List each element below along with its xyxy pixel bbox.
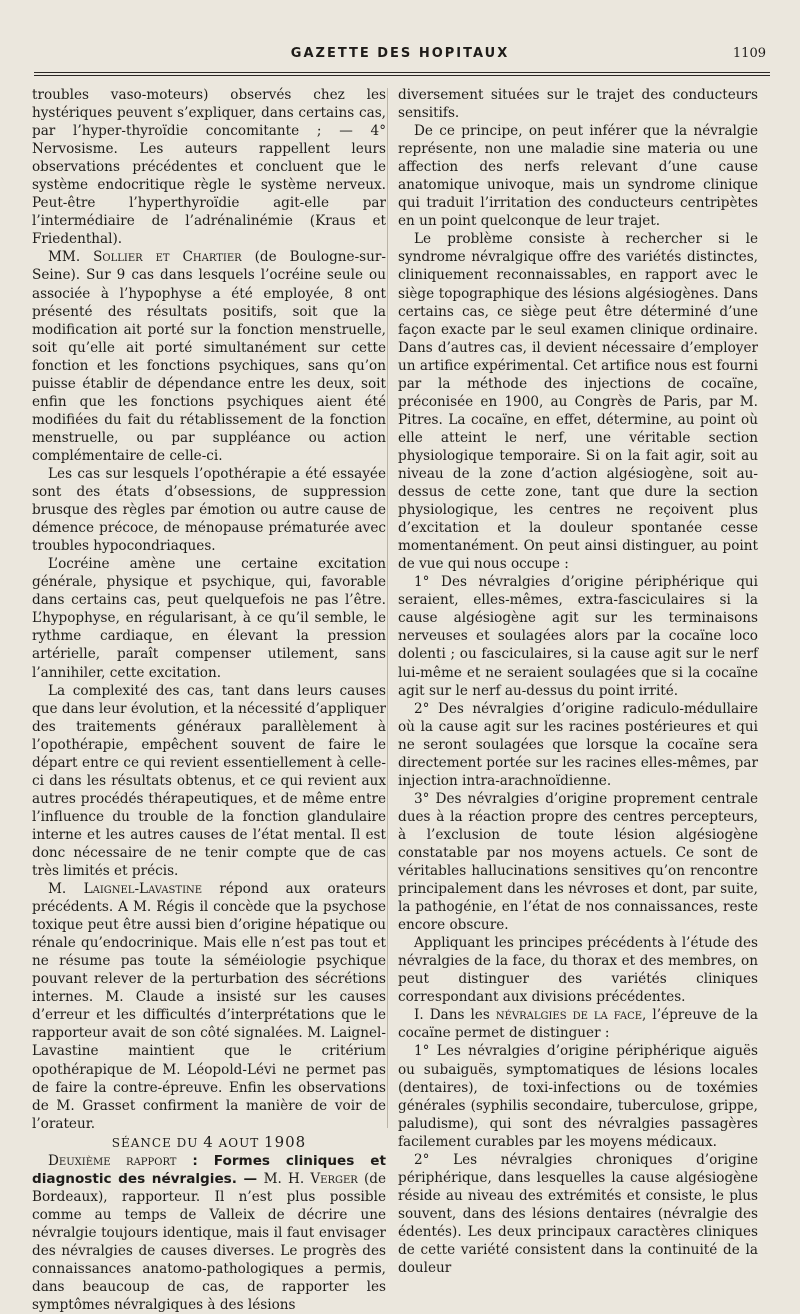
paragraph: troubles vaso-moteurs) observés chez les hystériques peuvent s’expliquer, dans certains cas, par l’hyper-thyroïdie concomitante ; — 4° Nervosisme. Les auteurs rappellent leurs observations précédentes et concluent que le système endocritique règle le système nerveux. Peut-être l’hyperthyroïdie agit-elle par l’intermédiaire de l’adrénalinémie (Kraus et Friedenthal). xyxy=(32,87,386,248)
paragraph: Les cas sur lesquels l’opothérapie a été essayée sont des états d’obsessions, de suppression brusque des règles par émotion ou autre cause de démence précoce, de ménopause prématurée avec troubles hypocondriaques. xyxy=(32,465,386,555)
paragraph: 1° Des névralgies d’origine périphérique qui seraient, elles-mêmes, extra-fasciculaires si la cause algésiogène agit sur les terminaisons nerveuses et soulagées alors par la cocaïne loco dolenti ; ou fasciculaires, si la cause agit sur le nerf lui-même et ne seraient soulagées que si la cocaïne agit sur le nerf au-dessus du point irrité. xyxy=(398,574,758,699)
paragraph: Le problème consiste à rechercher si le syndrome névralgique offre des variétés distinctes, cliniquement reconnaissables, en rapport avec le siège topographique des lésions algésiogènes. Dans certains cas, ce siège peut être déterminé d’une façon exacte par le seul examen clinique ordinaire. Dans d’autres cas, il devient nécessaire d’employer un artifice expérimental. Cet artifice nous est fourni par la méthode des injections de cocaïne, préconisée en 1900, au Congrès de Paris, par M. Pitres. La cocaïne, en effet, détermine, au point où elle atteint le nerf, une véritable section physiologique temporaire. Si on la fait agir, soit au niveau de la zone d’action algésiogène, soit au-dessus de cette zone, tant que dure la section physiologique, les centres ne reçoivent plus d’excitation et la douleur spontanée cesse momentanément. On peut ainsi distinguer, au point de vue qui nous occupe : xyxy=(398,231,758,573)
paragraph: La complexité des cas, tant dans leurs causes que dans leur évolution, et la nécessité d’appliquer des traitements généraux parallèlement à l’opothérapie, empêchent souvent de faire le départ entre ce qui revient essentiellement à celle-ci dans les résultats obtenus, et ce qui revient aux autres procédés thérapeutiques, et de même entre l’influence du trouble de la fonction glandulaire interne et les autres causes de l’état mental. Il est donc nécessaire de ne tenir compte que de cas très limités et précis. xyxy=(32,682,386,880)
section-term: névralgies de la face xyxy=(495,1007,643,1024)
right-column xyxy=(398,86,758,1277)
left-column xyxy=(32,86,386,1314)
paragraph: 2° Les névralgies chroniques d’origine périphérique, dans lesquelles la cause algésiogène réside au niveau des extrémités et consiste, le plus souvent, dans des lésions dentaires (névralgie des édentés). Les deux principaux caractères cliniques de cette variété consistent dans la continuité de la douleur xyxy=(398,1151,758,1277)
paragraph: 1° Les névralgies d’origine périphérique aiguës ou subaiguës, symptomatiques de lésions locales (dentaires), de toxi-infections ou de toxémies générales (syphilis secondaire, tuberculose, grippe, paludisme), qui sont des névralgies passagères facilement curables par les moyens médicaux. xyxy=(398,1043,758,1150)
paragraph: L’ocréine amène une certaine excitation générale, physique et psychique, qui, favorable dans certains cas, peut quelquefois ne pas l’être. L’hypophyse, en régularisant, à ce qu’il semble, le rythme cardiaque, en élevant la pression artérielle, paraît compenser utilement, sans l’annihiler, cette excitation. xyxy=(32,556,386,681)
speaker-name: M. Laignel-Lavastine xyxy=(48,881,203,898)
header-rule xyxy=(34,72,770,76)
paragraph: I. Dans les névralgies de la face, l’épreuve de la cocaïne permet de distinguer : xyxy=(398,1007,759,1042)
journal-title: GAZETTE DES HOPITAUX xyxy=(290,46,510,61)
paragraph: 3° Des névralgies d’origine proprement centrale dues à la réaction propre des centres percepteurs, à l’exclusion de toute lésion algésiogène constatable par nos moyens actuels. Ce sont de véritables hallucinations sensitives qu’on rencontre principalement dans les névroses et dont, par suite, la pathogénie, en l’état de nos connaissances, reste encore obscure. xyxy=(398,790,758,934)
paragraph: Appliquant les principes précédents à l’étude des névralgies de la face, du thorax et des membres, on peut distinguer des variétés cliniques correspondant aux divisions précédentes. xyxy=(398,935,758,1006)
rapporteur-name: M. H. Verger xyxy=(263,1170,358,1187)
column-divider xyxy=(387,88,388,1128)
paragraph: Deuxième rapport : Formes cliniques et diagnostic des névralgies. — M. H. Verger (de Bordeaux), rapporteur. Il n’est plus possible comme au temps de Valleix de décrire une névralgie toujours identique, mais il faut envisager des névralgies de causes diverses. Le progrès des connaissances anatomo-pathologiques a permis, dans beaucoup de cas, de rapporter les symptômes névralgiques à des lésions xyxy=(32,1152,387,1314)
report-title: : Formes cliniques et diagnostic des névralgies. — xyxy=(32,1152,386,1187)
paragraph: MM. Sollier et Chartier (de Boulogne-sur-Seine). Sur 9 cas dans lesquels l’ocréine seule ou associée à l’hypophyse a été employée, 8 ont présenté des résultats positifs, soit que la modification ait porté sur la fonction menstruelle, soit qu’elle ait porté simultanément sur cette fonction et les fonctions psychiques, sans qu’on puisse établir de dépendance entre les deux, soit enfin que les fonctions psychiques aient été modifiées du fait du rétablissement de la fonction menstruelle, ou par suppléance ou action complémentaire de celle-ci. xyxy=(32,249,387,464)
speaker-names: MM. Sollier et Chartier xyxy=(48,249,242,266)
paragraph: M. Laignel-Lavastine répond aux orateurs précédents. A M. Régis il concède que la psychose toxique peut être aussi bien d’origine hépatique ou rénale qu’endocrinique. Mais elle n’est pas tout et ne résume pas toute la séméiologie psychique pouvant relever de la perturbation des sécrétions internes. M. Claude a insisté sur les causes d’erreur et les difficultés d’interprétations que le rapporteur avait de son côté signalées. M. Laignel-Lavastine maintient que le critérium opothérapique de M. Léopold-Lévi ne permet pas de faire la contre-épreuve. Enfin les observations de M. Grasset confirment la manière de voir de l’orateur. xyxy=(32,881,386,1132)
session-heading: SÉANCE DU 4 AOUT 1908 xyxy=(111,1132,307,1151)
page-number: 1109 xyxy=(732,46,766,61)
paragraph: 2° Des névralgies d’origine radiculo-médullaire où la cause agit sur les racines postérieures et qui ne seront soulagées que lorsque la cocaïne sera directement portée sur les racines elles-mêmes, par injection intra-arachnoïdienne. xyxy=(398,700,758,789)
paragraph: De ce principe, on peut inférer que la névralgie représente, non une maladie sine materia ou une affection des nerfs relevant d’une cause anatomique univoque, mais un syndrome clinique qui traduit l’irritation des conducteurs centripètes en un point quelconque de leur trajet. xyxy=(398,123,758,230)
paragraph: diversement situées sur le trajet des conducteurs sensitifs. xyxy=(398,87,758,122)
report-label: Deuxième rapport xyxy=(48,1152,177,1169)
